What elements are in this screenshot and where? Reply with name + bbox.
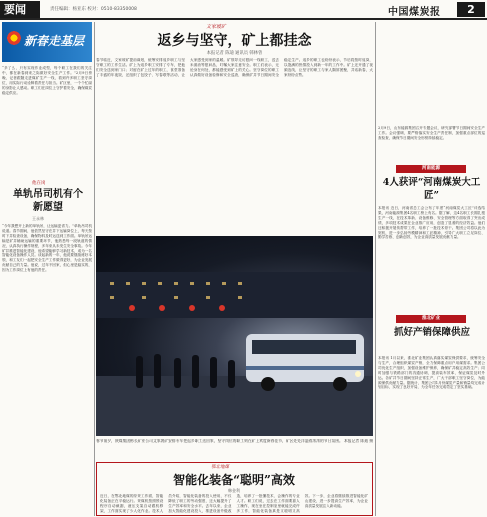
bottom-story-byline: 韩金利 [228, 488, 240, 493]
flower-icon [6, 30, 22, 46]
header-rule [0, 18, 487, 20]
column-divider-left [94, 22, 95, 516]
bus-photo-scene [96, 236, 373, 436]
top-story [96, 22, 373, 234]
building-silhouette [96, 272, 373, 318]
right-lead-text: 2月9日，山东能源集团召开专题会议，研究部署节日期间安全生产工作。会议强调，要严格落实安全生产责任制，加强重点部位的巡查检查，确保节日期间安全形势持续稳定。 [378, 126, 485, 140]
photo-caption: 春节前夕，陕煤集团彬长矿业公司文家坡矿安排专车把返乡职工送回家，坚守岗位的职工则在矿上欢度新春佳节，矿区处处洋溢着浓浓的节日氛围。 本报记者 陈迪 摄 [96, 439, 373, 443]
left-sub-title: 单轨吊司机有个新愿望 [13, 189, 83, 213]
left-column [2, 22, 92, 516]
story1-title: 4人获评“河南煤炭大工匠” [382, 177, 481, 201]
section-title: 要闻 [4, 3, 26, 16]
banner [2, 22, 92, 62]
left-lead-text: “多了么，只有实现作业成型，每个职工在我们的关注中，都在新春到来之际做好安全生产工作。”2月9日傍晚，记者跟随走进煤矿生产一线，看到许多职工坚守岗位，用实际行动诠释着责任与担当。矿区里，一个个忙碌的身影让人感动。职工们在岗位上守护着安全，确保煤炭稳定供应。 [2, 66, 92, 95]
left-sub-tag: 他在岗 [32, 181, 46, 186]
story2-tag: 淮北矿业 [396, 315, 466, 323]
bottom-story-kicker: 鄂北地煤 [211, 465, 229, 470]
top-story-kicker: 文家坡矿 [206, 24, 227, 30]
top-story-body: 春节临近，文家坡矿提前谋划，统筹安排返乡职工与坚守职工的工作生活。矿上为返乡职工安排了专车，把他们安全送到家门口；对留在矿上过年的职工，食堂准备了丰盛的年夜饭，还组织了包饺子、写春联等活动，让大家感受到家的温暖。矿领导走访慰问一线职工，送去米面油等慰问品，叮嘱大家注意安全。职工们表示，无论身在何处，都能感受到矿上的关心。坚守岗位的职工认真做好设备检修和安全巡查，确保矿井节日期间安全稳定生产。返乡的职工也纷纷表示，节后将按时返岗，以饱满的热情投入到新一年的工作中。矿上还开通了视频连线，让坚守的职工与家人隔屏团聚，共话新春，大家纷纷点赞。 [96, 58, 373, 77]
left-sub-text: “今年我想开上新的单轨吊，让运输更省力。”单轨吊司机说道。春节期间，他依然坚守在井下运输岗位上，每天按时下井检查设备，确保物料及时运送到工作面。单轨吊运输是矿井辅助运输的重要环节，他熟悉每一段轨道的情况，认真执行操作规程，多年来从未发生安全事故。今年矿井推进智能化建设，他希望能够学习新技术，成为一名智能化设备操作人员。谈起新的一年，他说要继续练好本领，和工友们一起把安全生产工作做得更好，为企业发展贡献自己的力量。他说，过年不回家，但心里是踏实的，因为工作岗位上有他的责任。 [2, 224, 92, 273]
page-header [0, 0, 487, 19]
story1-body: 本报讯 近日，河南省总工会公布了年度“河南煤炭大工匠”评选结果，河南能源集团4名职工榜上有名。据了解，这4名职工长期扎根生产一线，在技术革新、设备维修、安全管理等方面取得了突出成绩，多项技术成果在企业推广应用，创造了显著的经济效益。他们还积极开展传帮带工作，培养了一批技术骨干。集团公司将以此为契机，进一步弘扬劳模精神和工匠精神，引导广大职工立足岗位、勤学苦练、创新创效，为企业高质量发展贡献力量。 [378, 206, 485, 240]
right-column [378, 22, 485, 516]
news-photo [96, 236, 373, 436]
story1-tag: 河南能源 [396, 165, 466, 173]
page-number: 2 [467, 3, 475, 16]
paper-name: 中国煤炭报 [388, 7, 441, 18]
column-divider-right [375, 22, 376, 516]
bottom-story-title: 智能化装备“聪明”高效 [173, 473, 295, 487]
bottom-story-body: 近日，在鄂北地煤的综采工作面，智能化装备正在平稳运行。采煤机按照预设程序自动截割，液压支架自动跟机移架，工作面实现了少人化作业。技术人员介绍，智能化装备的投入使用，不仅降低了职工的劳动强度，还大幅提升了生产效率和安全水平。去年以来，企业加大智能化建设投入，推进设备升级改造，培养了一批懂技术、会操作的专业人才。职工们说，过去在工作面要靠人工操作，现在坐在控制室里就能完成许多工作，智能化装备真是又聪明又高效。下一步，企业将继续推进智能化矿山建设，进一步提高生产效率，为企业高质量发展注入新动能。 [100, 494, 368, 513]
banner-title: 新春走基层 [24, 34, 85, 48]
editor-info: 责任编辑：杨亚东 校对：0510-83350008 [50, 7, 137, 12]
top-story-byline: 本报记者 陈迪 通讯员 韩林曾 [206, 51, 263, 56]
story2-title: 抓好产销保障供应 [393, 327, 470, 338]
left-sub-byline: 王永林 [32, 216, 44, 221]
bottom-story [96, 462, 373, 516]
story2-body: 本报讯 1月以来，淮北矿业集团认真落实煤炭保供要求，统筹安全与生产，合理组织煤炭产销，全力保障重点用户用煤需求。集团公司优化生产组织，加强设备维护保养，确保矿井稳定高效生产；同时加强与铁路部门的沟通协调，提高装车效率，保证煤炭及时外运。各矿井节日期间坚持正常生产，广大干部职工坚守岗位，为能源保供贡献力量。据统计，集团公司1月份煤炭产量和销量均完成计划目标，实现了良好开局，为全年任务完成奠定了坚实基础。 [378, 356, 485, 390]
top-story-title: 返乡与坚守，矿上都挂念 [157, 33, 312, 49]
page-number-badge [457, 2, 485, 17]
